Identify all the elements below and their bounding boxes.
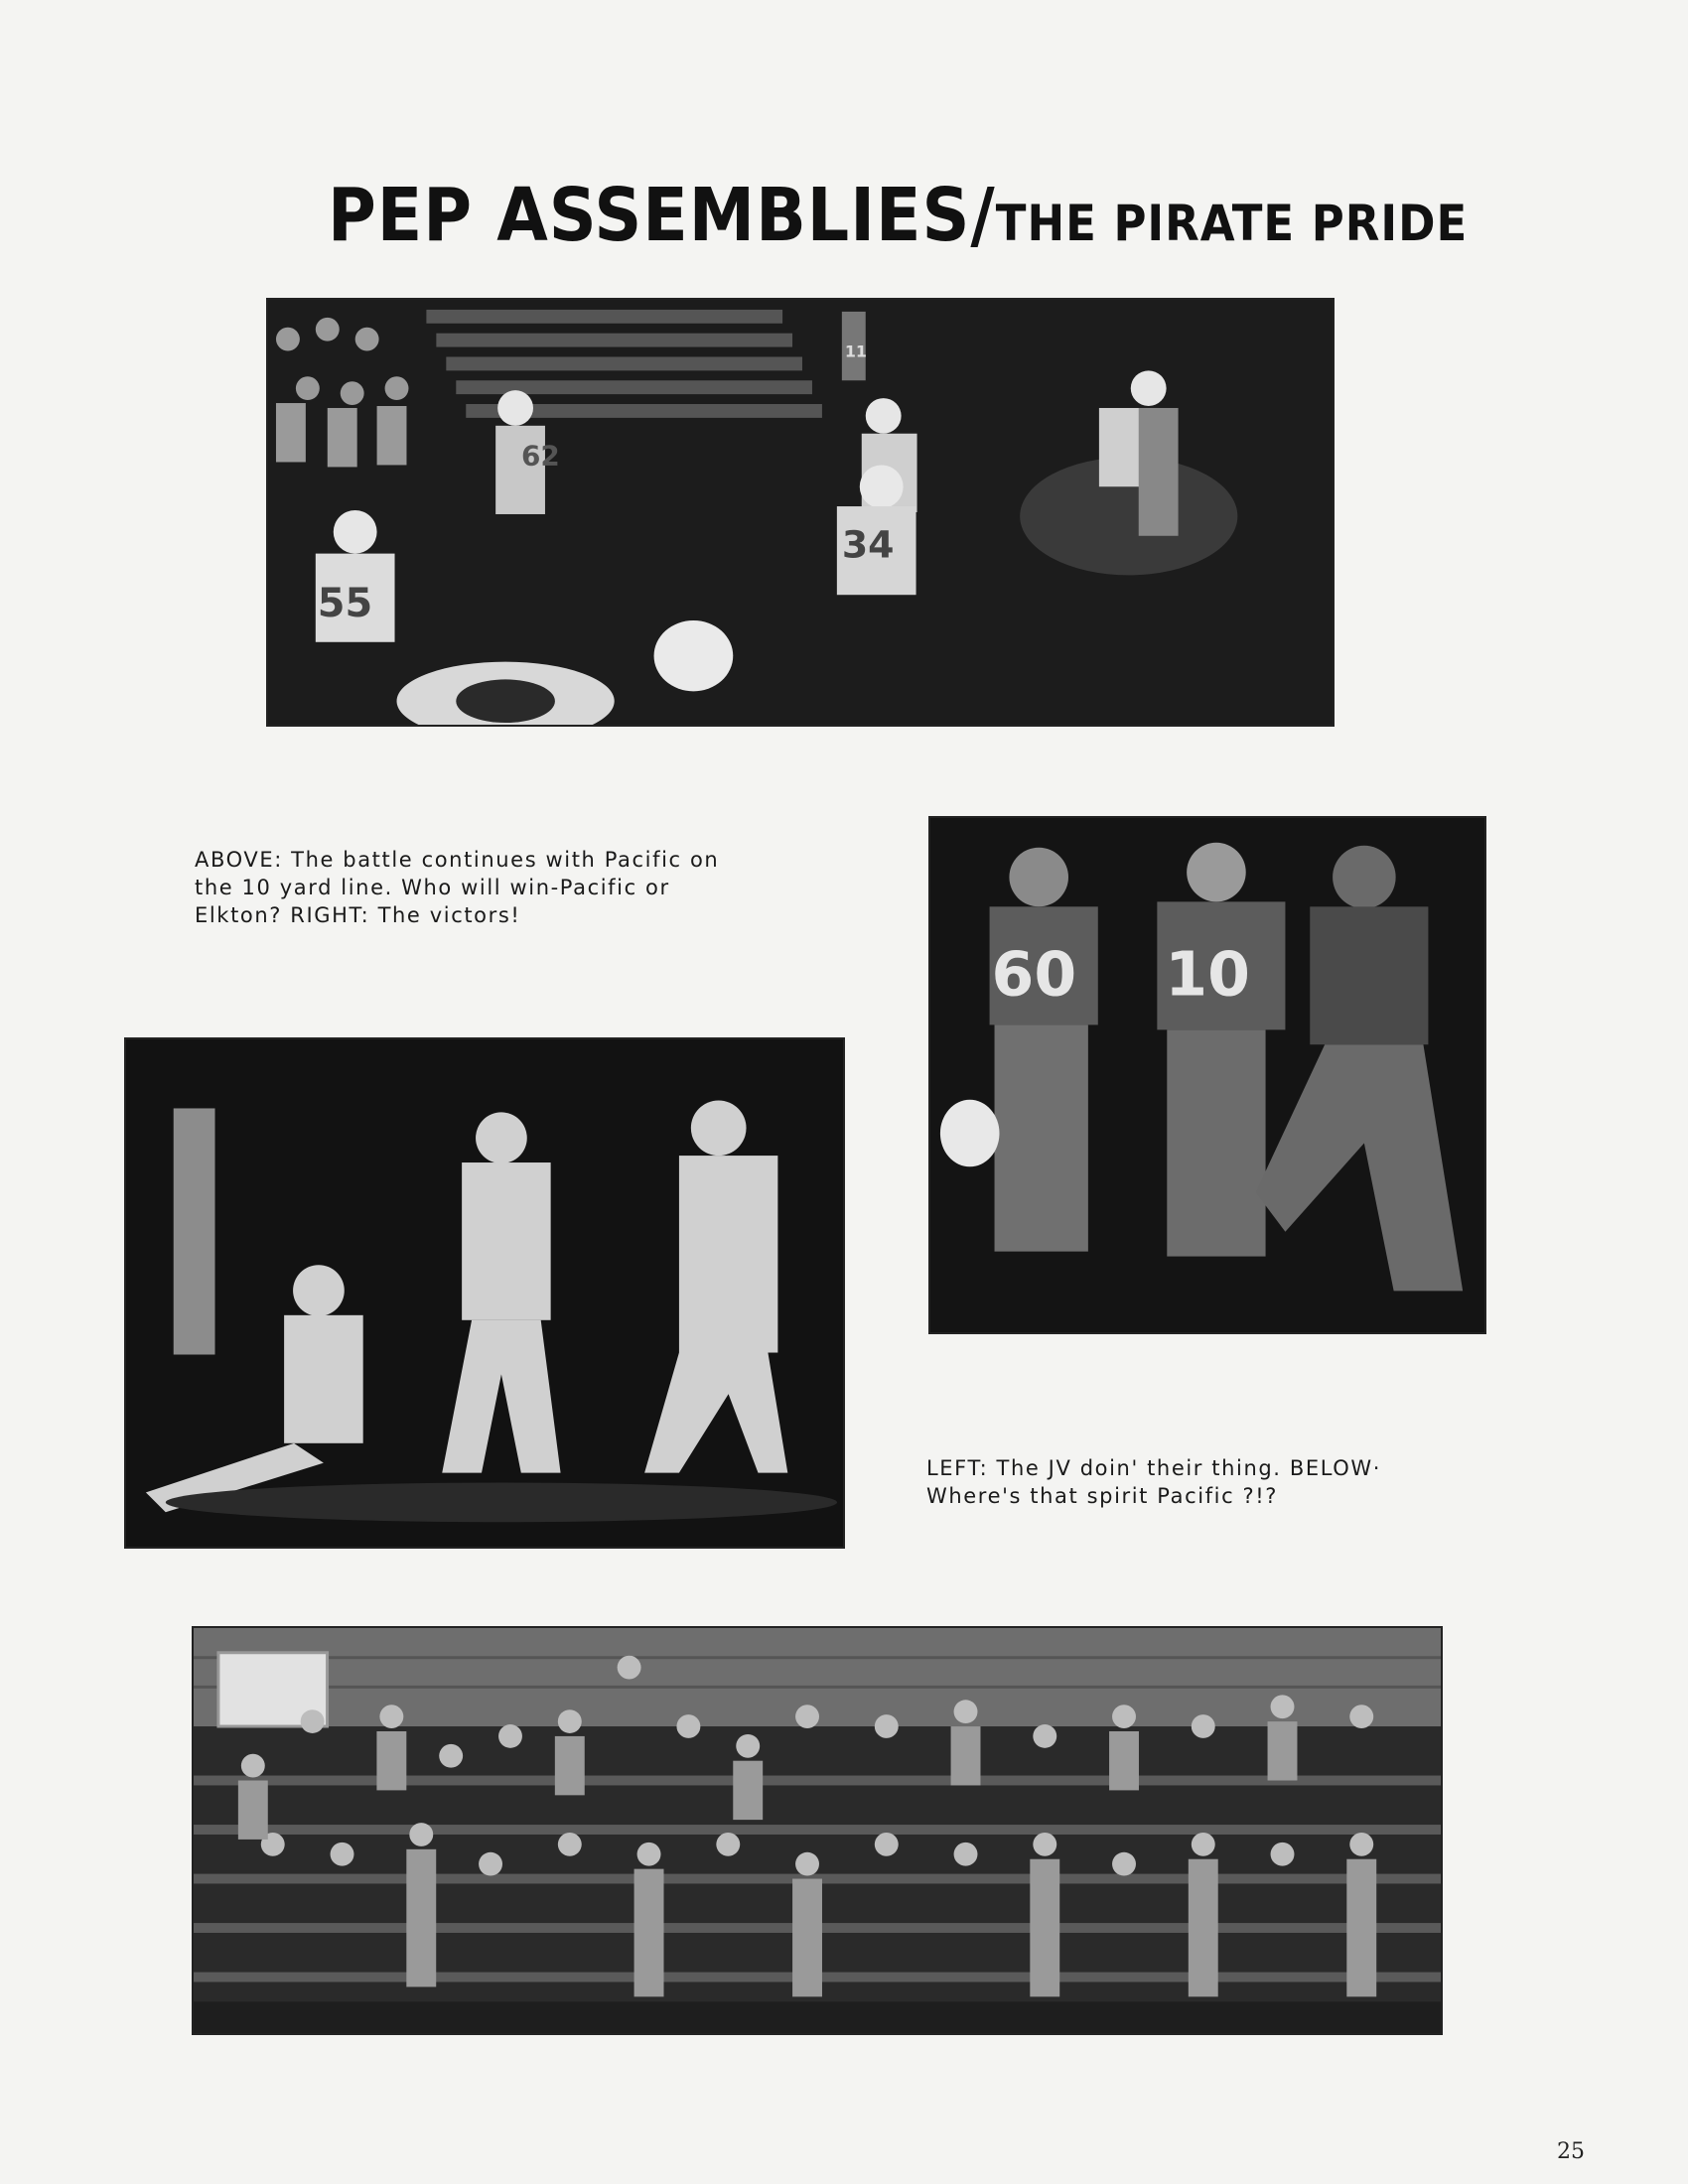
jersey-number: 34 <box>841 522 895 567</box>
photo-spirit-crowd <box>192 1626 1443 2035</box>
victors-image <box>930 818 1484 1332</box>
title-main: PEP ASSEMBLIES <box>328 173 971 258</box>
page-number: 25 <box>1557 2139 1585 2164</box>
gym-wall-panel <box>174 1108 215 1354</box>
caption-left: LEFT: The JV doin' their thing. BELOW· Where's that spirit Pacific ?!? <box>926 1456 1382 1508</box>
jersey-number: 10 <box>1165 938 1250 1011</box>
title-sub: THE PIRATE PRIDE <box>995 195 1469 252</box>
jersey-number: 62 <box>521 439 560 473</box>
photo-victors <box>928 816 1486 1334</box>
jersey-number: 11 <box>844 341 867 361</box>
helmet <box>940 1100 1000 1166</box>
jersey-number: 55 <box>317 581 373 626</box>
photo-jv-cheerleaders <box>124 1037 845 1549</box>
page-title <box>328 173 1469 258</box>
players <box>940 843 1463 1292</box>
photo-football-game <box>266 298 1335 727</box>
jv-cheerleaders-image <box>126 1039 843 1547</box>
caption-above: ABOVE: The battle continues with Pacific on the 10 yard line. Who will win-Pacific or Elkton? RIGHT: The victors! <box>195 848 720 927</box>
title-slash: / <box>970 173 996 258</box>
jersey-number: 60 <box>991 938 1077 1011</box>
crowd-image <box>194 1628 1441 2033</box>
football-game-image <box>268 300 1333 725</box>
